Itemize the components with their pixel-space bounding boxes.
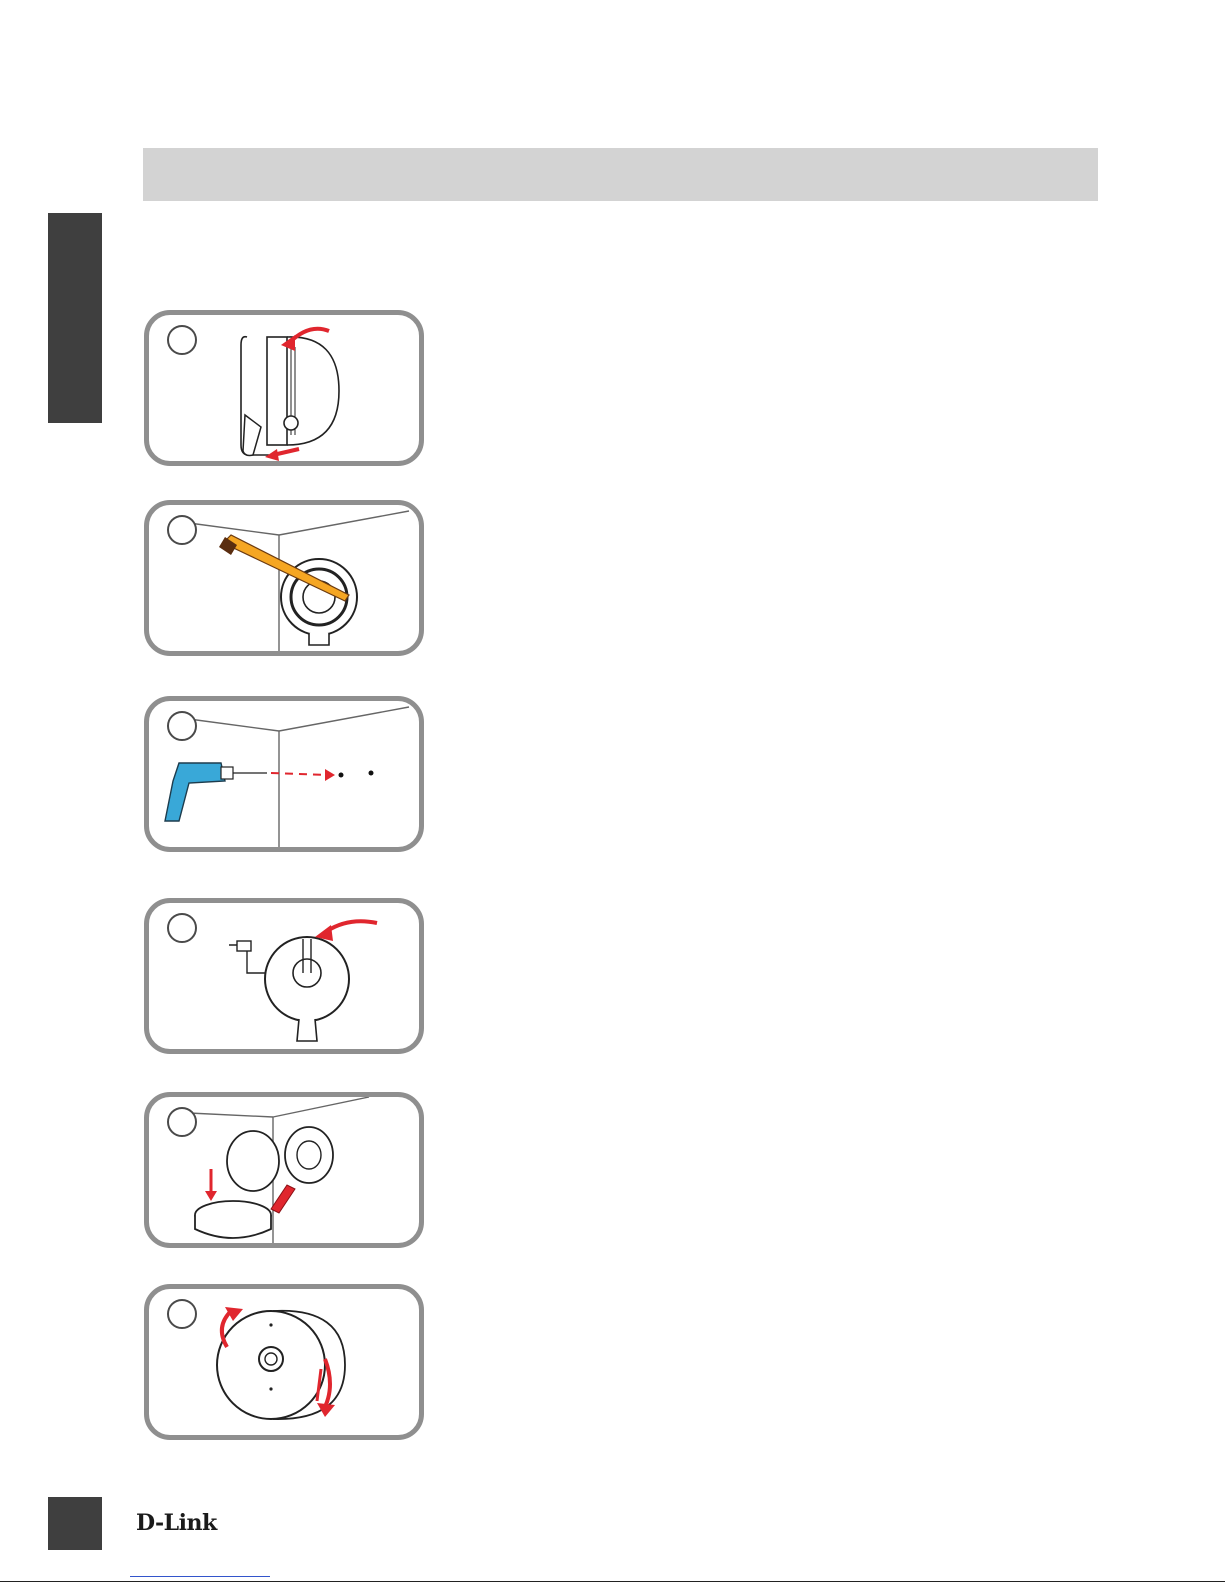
step-number-badge-3 — [167, 711, 197, 741]
step-number-badge-2 — [167, 515, 197, 545]
d-link-logo: D-Link — [136, 1510, 217, 1536]
step-panel-3 — [144, 696, 424, 852]
step-panel-5 — [144, 1092, 424, 1248]
step-number-badge-6 — [167, 1299, 197, 1329]
step-panel-1 — [144, 310, 424, 466]
step-panel-2 — [144, 500, 424, 656]
step-number-badge-5 — [167, 1107, 197, 1137]
footer-divider — [0, 1581, 1225, 1582]
section-header-bar — [143, 148, 1098, 201]
step-number-badge-1 — [167, 325, 197, 355]
step-panel-4 — [144, 898, 424, 1054]
language-side-tab — [48, 213, 102, 423]
step-panel-6 — [144, 1284, 424, 1440]
footer-link-underline — [130, 1576, 270, 1577]
step-number-badge-4 — [167, 913, 197, 943]
page-number-block — [48, 1497, 102, 1550]
